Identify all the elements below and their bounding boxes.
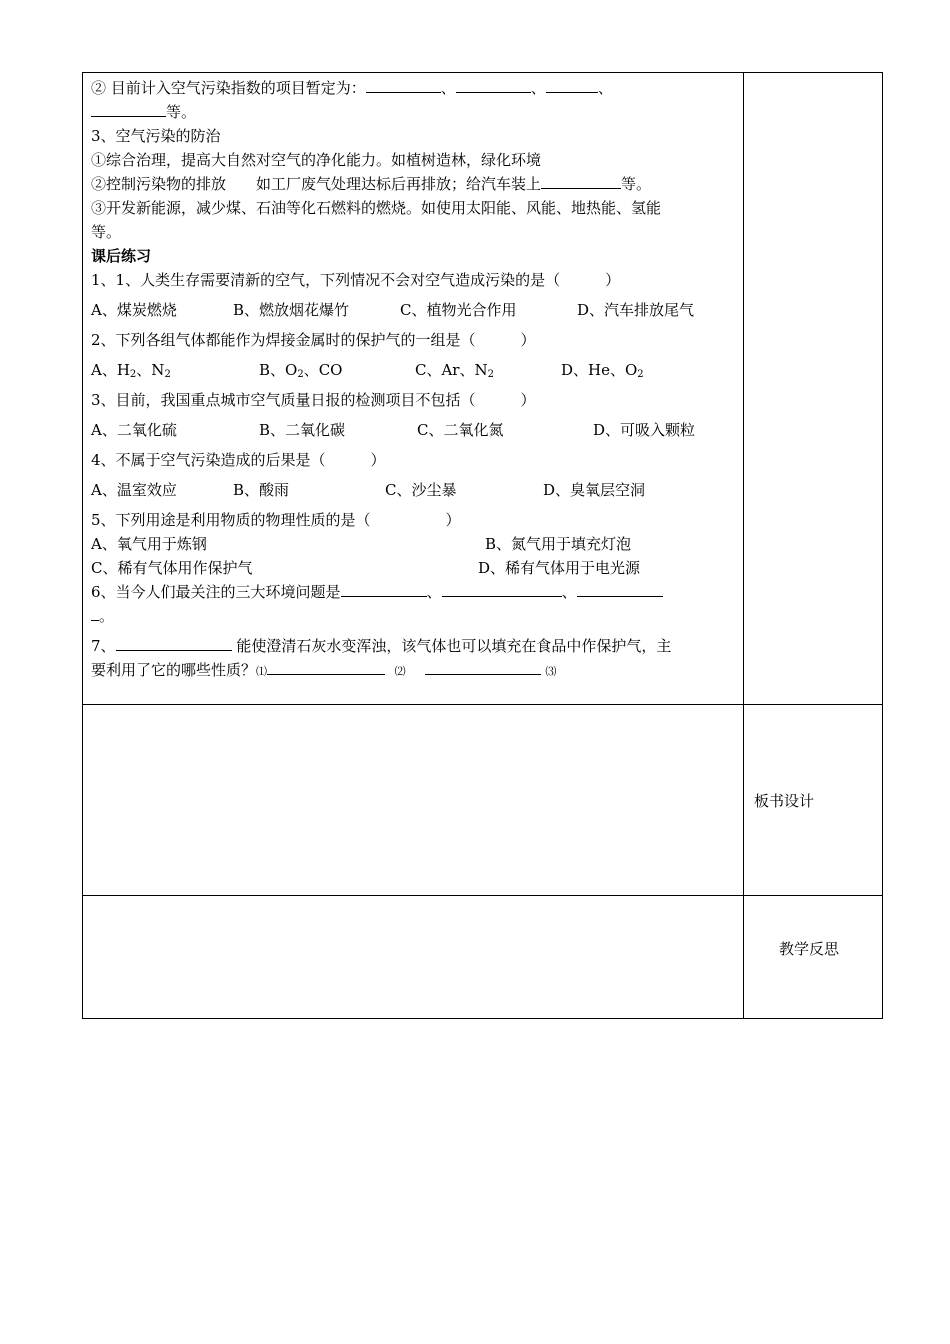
table-row bbox=[83, 73, 883, 705]
answer-blank bbox=[442, 581, 562, 597]
suffix-text: 等。 bbox=[621, 175, 652, 193]
option-a: A、氧气用于炼钢 bbox=[91, 535, 207, 553]
question-7-text: 能使澄清石灰水变浑浊，该气体也可以填充在食品中作保护气，主 bbox=[236, 637, 672, 655]
option-d: D、稀有气体用于电光源 bbox=[478, 559, 641, 577]
option-c: C、沙尘暴 bbox=[385, 481, 457, 499]
option-b: B、酸雨 bbox=[233, 481, 290, 499]
question-1-options bbox=[91, 298, 737, 322]
prevention-item-3-cont: 等。 bbox=[91, 223, 122, 241]
option-b: B、$O_2$、CO bbox=[259, 361, 343, 380]
table-row bbox=[83, 896, 883, 1019]
option-d: D、He、$O_2$ bbox=[561, 361, 644, 380]
part-marker: ⑵ bbox=[394, 665, 406, 678]
answer-blank bbox=[577, 581, 663, 597]
answer-blank bbox=[456, 77, 531, 93]
answer-blank bbox=[425, 659, 541, 675]
option-b: B、燃放烟花爆竹 bbox=[233, 301, 350, 319]
question-3-options bbox=[91, 418, 737, 442]
answer-blank bbox=[541, 173, 621, 189]
question-4-options bbox=[91, 478, 737, 502]
option-d: D、可吸入颗粒 bbox=[593, 421, 696, 439]
part-marker: ⑶ bbox=[545, 665, 557, 678]
board-design-label-cell bbox=[744, 705, 883, 896]
question-5-stem: 5、下列用途是利用物质的物理性质的是（ ） bbox=[91, 511, 461, 529]
board-design-label: 板书设计 bbox=[754, 792, 815, 810]
answer-blank bbox=[267, 659, 385, 675]
option-a: A、$H_2$、$N_2$ bbox=[91, 361, 171, 380]
question-7-cont bbox=[91, 658, 737, 682]
question-7-text-2: 要利用了它的哪些性质？ bbox=[91, 661, 257, 679]
separator: 、 bbox=[561, 583, 577, 601]
question-4-stem: 4、不属于空气污染造成的后果是（ ） bbox=[91, 451, 386, 469]
option-a: A、煤炭燃烧 bbox=[91, 301, 177, 319]
option-c: C、Ar、$N_2$ bbox=[415, 361, 494, 380]
option-a: A、二氧化硫 bbox=[91, 421, 177, 439]
board-design-content-cell bbox=[83, 705, 744, 896]
pollution-index-text: ② 目前计入空气污染指数的项目暂定为： bbox=[91, 79, 366, 97]
prevention-item-2 bbox=[91, 172, 737, 196]
question-3-stem: 3、目前，我国重点城市空气质量日报的检测项目不包括（ ） bbox=[91, 391, 536, 409]
question-5-options-row1 bbox=[91, 532, 737, 556]
question-7-number: 7、 bbox=[91, 637, 116, 655]
pollution-index-line: ② 目前计入空气污染指数的项目暂定为： 、 、 、 bbox=[91, 79, 613, 97]
answer-blank bbox=[366, 77, 441, 93]
prevention-item-1: ①综合治理，提高大自然对空气的净化能力。如植树造林，绿化环境 bbox=[91, 151, 542, 169]
question-2-stem: 2、下列各组气体都能作为焊接金属时的保护气的一组是（ ） bbox=[91, 331, 536, 349]
teaching-reflection-label: 教学反思 bbox=[779, 940, 840, 958]
option-b: B、氮气用于填充灯泡 bbox=[485, 535, 632, 553]
option-d: D、汽车排放尾气 bbox=[577, 301, 695, 319]
exercise-heading: 课后练习 bbox=[91, 247, 152, 265]
answer-blank bbox=[341, 581, 427, 597]
question-6-stem bbox=[91, 580, 737, 604]
lesson-plan-table bbox=[82, 72, 883, 1019]
prevention-item-2-text: ②控制污染物的排放 如工厂废气处理达标后再排放；给汽车装上 bbox=[91, 175, 542, 193]
question-5-options-row2 bbox=[91, 556, 737, 580]
reflection-content-cell bbox=[83, 896, 744, 1019]
option-c: C、稀有气体用作保护气 bbox=[91, 559, 253, 577]
answer-blank bbox=[91, 101, 166, 117]
separator: 、 bbox=[426, 583, 442, 601]
question-2-options bbox=[91, 358, 737, 382]
option-a: A、温室效应 bbox=[91, 481, 177, 499]
option-c: C、二氧化氮 bbox=[417, 421, 504, 439]
option-b: B、二氧化碳 bbox=[259, 421, 346, 439]
prevention-item-3: ③开发新能源，减少煤、石油等化石燃料的燃烧。如使用太阳能、风能、地热能、氢能 bbox=[91, 199, 662, 217]
option-d: D、臭氧层空洞 bbox=[543, 481, 646, 499]
answer-blank bbox=[116, 635, 232, 651]
pollution-index-line-2 bbox=[91, 100, 737, 124]
section-heading: 3、空气污染的防治 bbox=[91, 127, 221, 145]
question-7-stem bbox=[91, 634, 737, 658]
option-c: C、植物光合作用 bbox=[400, 301, 517, 319]
side-cell-empty bbox=[744, 73, 883, 705]
content-cell bbox=[83, 73, 744, 705]
question-6-cont bbox=[91, 604, 737, 628]
answer-blank bbox=[91, 605, 99, 621]
suffix-text: 等。 bbox=[166, 103, 197, 121]
reflection-label-cell bbox=[744, 896, 883, 1019]
answer-blank bbox=[546, 77, 598, 93]
suffix-text: 。 bbox=[99, 607, 115, 625]
question-6-text: 6、当今人们最关注的三大环境问题是 bbox=[91, 583, 341, 601]
question-1-stem: 1、1、人类生存需要清新的空气，下列情况不会对空气造成污染的是（ ） bbox=[91, 271, 621, 289]
table-row bbox=[83, 705, 883, 896]
part-marker: ⑴ bbox=[256, 665, 268, 678]
